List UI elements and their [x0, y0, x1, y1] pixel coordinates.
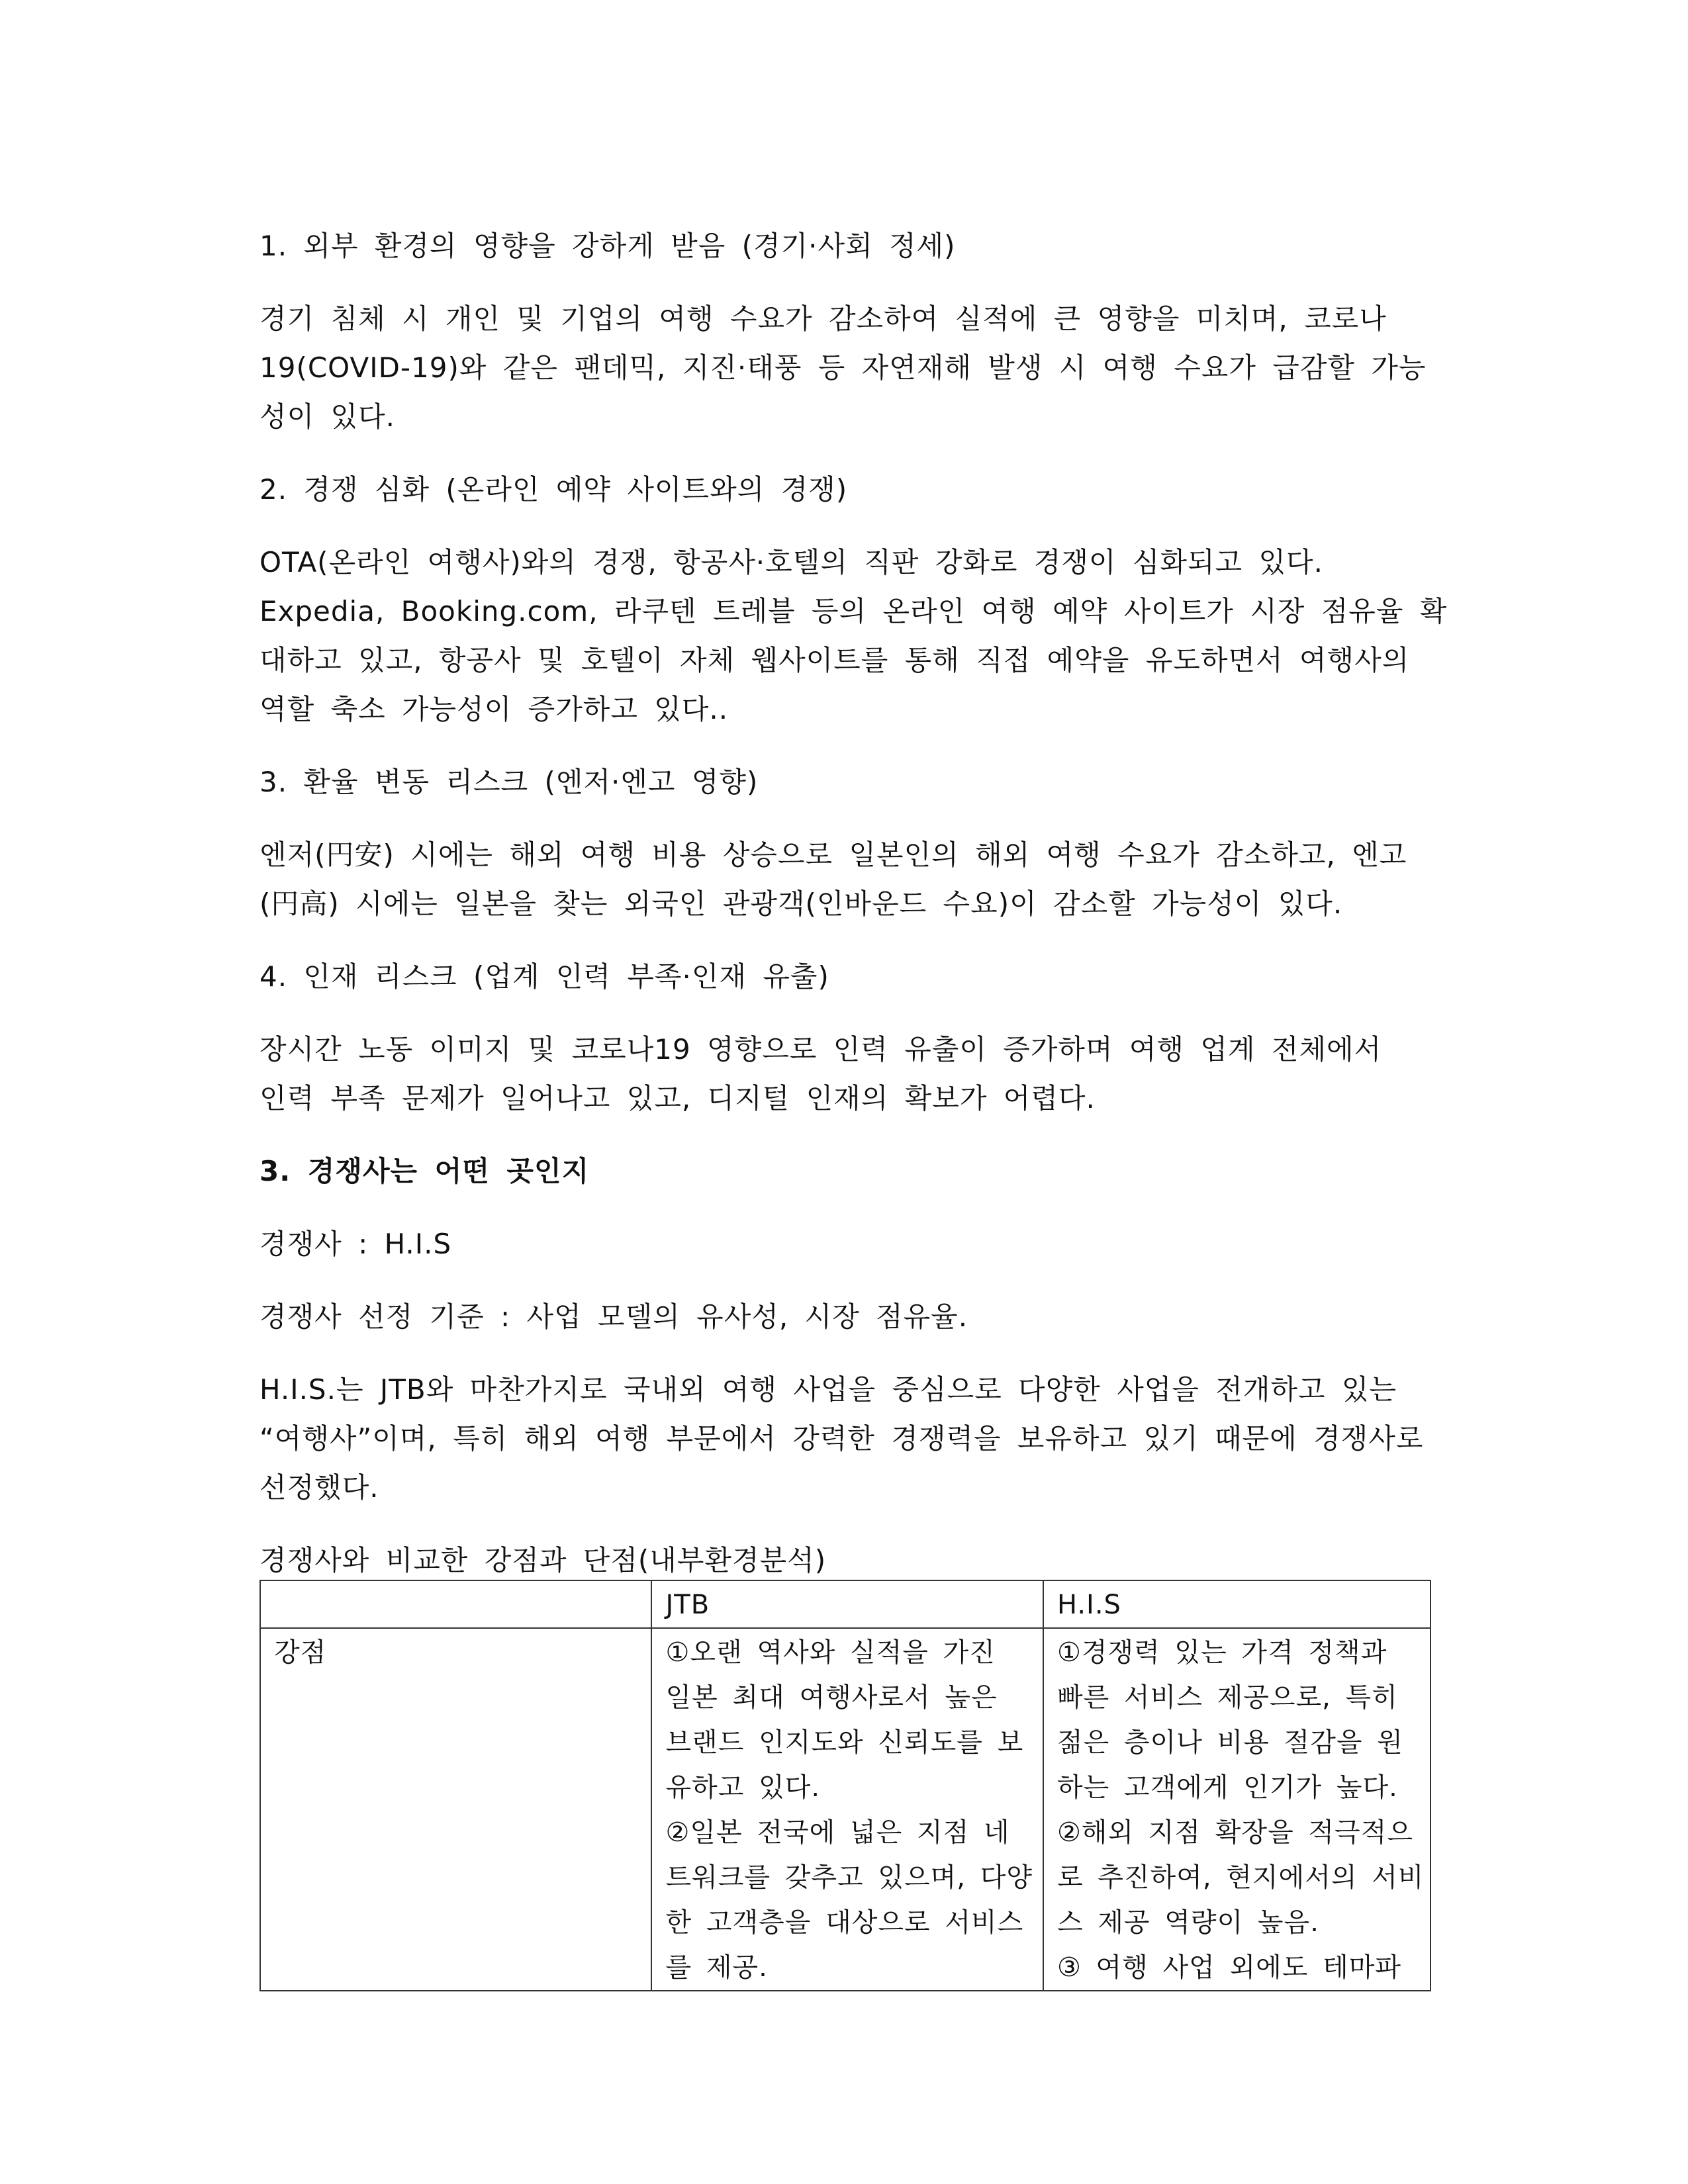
text-line: (円高) 시에는 일본을 찾는 외국인 관광객(인바운드 수요)이 감소할 가능성이 있다. [259, 887, 1343, 920]
paragraph-s2-title [259, 465, 1444, 514]
cell-line: ①오랜 역사와 실적을 가진 [665, 1637, 996, 1668]
cell-his-strength [1043, 1628, 1430, 1991]
paragraph-s3-title [259, 758, 1444, 807]
text-line: Expedia, Booking.com, 라쿠텐 트레블 등의 온라인 여행 예약 사이트가 시장 점유율 확 [259, 595, 1448, 627]
cell-line: ③ 여행 사업 외에도 테마파 [1056, 1952, 1402, 1983]
text-line: 역할 축소 가능성이 증가하고 있다.. [259, 693, 729, 725]
cell-line: 일본 최대 여행사로서 높은 [665, 1682, 998, 1713]
text-line: 4. 인재 리스크 (업계 인력 부족·인재 유출) [259, 960, 829, 993]
text-line: 경쟁사와 비교한 강점과 단점(내부환경분석) [259, 1544, 827, 1576]
cell-line: 한 고객층을 대상으로 서비스 [665, 1907, 1024, 1938]
table-header-row [260, 1580, 1430, 1628]
text-line: 3. 환율 변동 리스크 (엔저·엔고 영향) [259, 766, 759, 798]
cell-line: 트워크를 갖추고 있으며, 다양 [665, 1862, 1033, 1893]
paragraph-s4-title [259, 952, 1444, 1001]
paragraph-reason [259, 1365, 1444, 1512]
text-line: 경쟁사 : H.I.S [259, 1228, 452, 1260]
cell-line: 유하고 있다. [665, 1772, 821, 1803]
header-cell-empty [260, 1580, 651, 1628]
paragraph-s4-body [259, 1025, 1444, 1123]
cell-line: 하는 고객에게 인기가 높다. [1056, 1772, 1398, 1803]
text-line: 2. 경쟁 심화 (온라인 예약 사이트와의 경쟁) [259, 473, 848, 506]
table-row [260, 1628, 1430, 1991]
cell-line: 를 제공. [665, 1952, 768, 1983]
comparison-table [259, 1580, 1431, 1991]
text-line: 대하고 있고, 항공사 및 호텔이 자체 웹사이트를 통해 직접 예약을 유도하면서 여행사의 [259, 644, 1410, 676]
text-line: OTA(온라인 여행사)와의 경쟁, 항공사·호텔의 직판 강화로 경쟁이 심화되고 있다. [259, 546, 1323, 578]
text-line: 3. 경쟁사는 어떤 곳인지 [259, 1155, 590, 1187]
paragraph-s3-body [259, 831, 1444, 929]
cell-line: 빠른 서비스 제공으로, 특히 [1056, 1682, 1398, 1713]
paragraph-s1-title [259, 222, 1444, 271]
header-cell-jtb: JTB [651, 1580, 1043, 1628]
text-line: H.I.S.는 JTB와 마찬가지로 국내외 여행 사업을 중심으로 다양한 사업을 전개하고 있는 [259, 1373, 1397, 1406]
paragraph-competitor [259, 1220, 1444, 1269]
cell-jtb-strength [651, 1628, 1043, 1991]
cell-line: ①경쟁력 있는 가격 정책과 [1056, 1637, 1387, 1668]
paragraph-s2-body [259, 538, 1448, 734]
text-line: “여행사”이며, 특히 해외 여행 부문에서 강력한 경쟁력을 보유하고 있기 때문에 경쟁사로 [259, 1422, 1424, 1455]
cell-line: 젊은 층이나 비용 절감을 원 [1056, 1727, 1403, 1758]
text-line: 선정했다. [259, 1471, 379, 1504]
paragraph-table-caption [259, 1536, 1444, 1585]
text-line: 경기 침체 시 개인 및 기업의 여행 수요가 감소하여 실적에 큰 영향을 미치며, 코로나 [259, 302, 1387, 335]
text-line: 장시간 노동 이미지 및 코로나19 영향으로 인력 유출이 증가하며 여행 업계 전체에서 [259, 1033, 1382, 1066]
paragraph-section-3-heading [259, 1147, 1444, 1196]
text-line: 성이 있다. [259, 400, 395, 433]
header-cell-his: H.I.S [1043, 1580, 1430, 1628]
text-line: 인력 부족 문제가 일어나고 있고, 디지털 인재의 확보가 어렵다. [259, 1082, 1096, 1115]
document-body [259, 222, 1448, 1609]
text-line: 1. 외부 환경의 영향을 강하게 받음 (경기·사회 정세) [259, 230, 956, 262]
paragraph-criteria [259, 1293, 1444, 1342]
cell-line: ②해외 지점 확장을 적극적으 [1056, 1817, 1413, 1848]
cell-line: 로 추진하여, 현지에서의 서비 [1056, 1862, 1425, 1893]
cell-line: 스 제공 역량이 높음. [1056, 1907, 1319, 1938]
cell-line: 브랜드 인지도와 신뢰도를 보 [665, 1727, 1024, 1758]
cell-line: ②일본 전국에 넓은 지점 네 [665, 1817, 1010, 1848]
text-line: 엔저(円安) 시에는 해외 여행 비용 상승으로 일본인의 해외 여행 수요가 감소하고, 엔고 [259, 839, 1407, 871]
text-line: 경쟁사 선정 기준 : 사업 모델의 유사성, 시장 점유율. [259, 1300, 968, 1333]
text-line: 19(COVID-19)와 같은 팬데믹, 지진·태풍 등 자연재해 발생 시 여행 수요가 급감할 가능 [259, 351, 1427, 384]
paragraph-s1-body [259, 295, 1444, 441]
row-label-strength: 강점 [260, 1628, 651, 1991]
